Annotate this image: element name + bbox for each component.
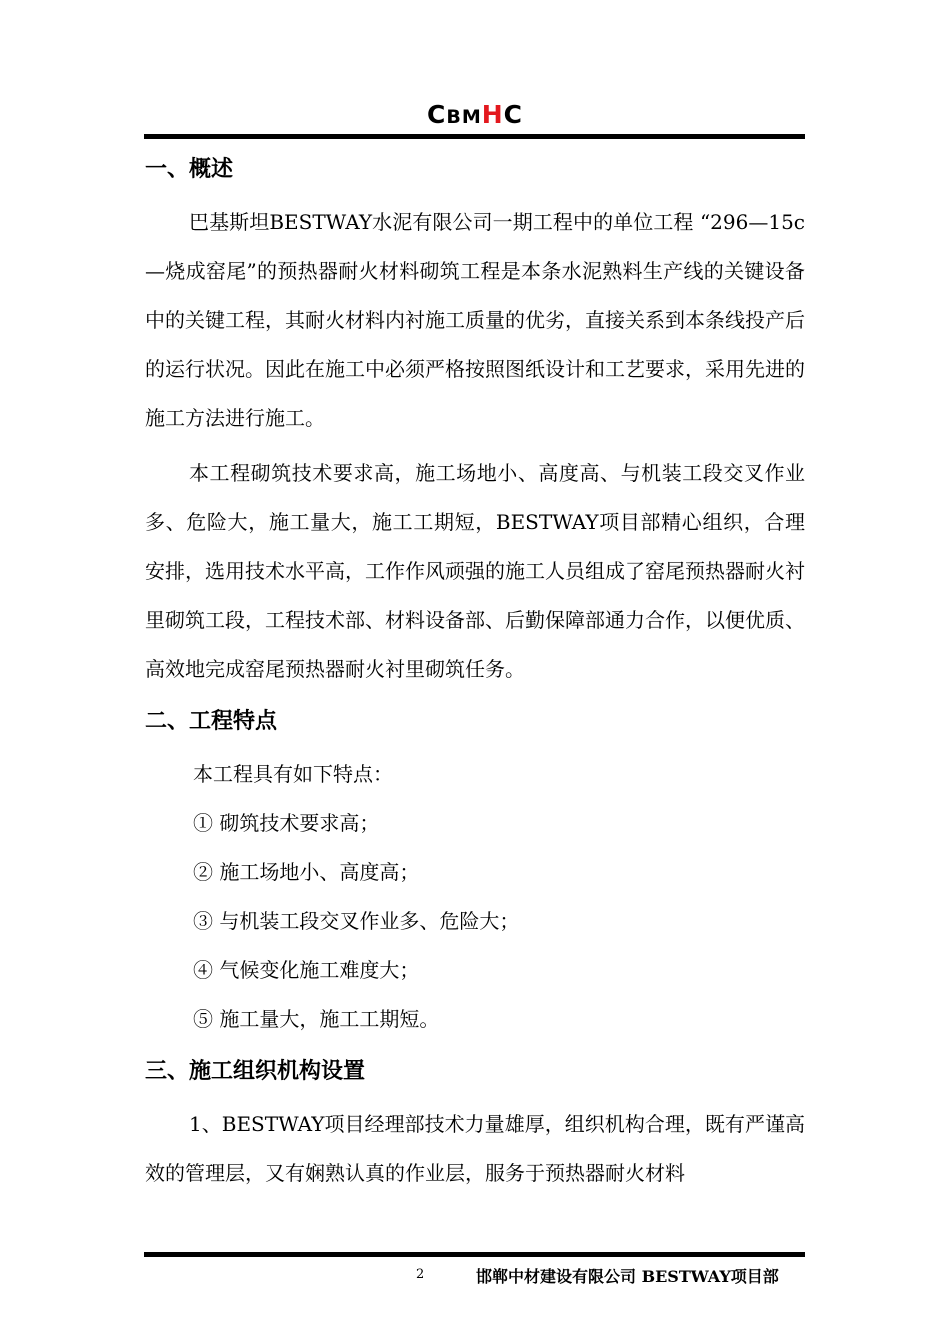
logo-letter: C: [426, 100, 447, 129]
paragraph: 1、BESTWAY项目经理部技术力量雄厚，组织机构合理，既有严谨高效的管理层，又有娴熟认真的作业层，服务于预热器耐火材料: [145, 1112, 805, 1185]
footer-rule: [144, 1252, 805, 1257]
logo-letter: H: [481, 100, 504, 129]
logo-letter: C: [503, 100, 524, 129]
header-logo: [0, 100, 950, 129]
logo-letter: M: [461, 106, 482, 128]
document-body: [145, 148, 805, 1198]
page-number: 2: [416, 1267, 425, 1282]
list-intro: 本工程具有如下特点：: [193, 762, 393, 786]
section-heading: 二、工程特点: [145, 709, 278, 734]
list-item: ④ 气候变化施工难度大；: [193, 958, 420, 982]
section-heading: 一、概述: [145, 157, 234, 182]
list-item: ⑤ 施工量大，施工工期短。: [193, 1007, 440, 1031]
section-heading: 三、施工组织机构设置: [145, 1059, 366, 1084]
paragraph: 巴基斯坦BESTWAY水泥有限公司一期工程中的单位工程 “296—15c—烧成窑尾”的预热器耐火材料砌筑工程是本条水泥熟料生产线的关键设备中的关键工程，其耐火材料内衬施工质量的优劣，直接关系到本条线投产后的运行状况。因此在施工中必须严格按照图纸设计和工艺要求，采用先进的施工方法进行施工。: [145, 210, 805, 430]
header-rule: [144, 134, 805, 139]
list-item: ① 砌筑技术要求高；: [193, 811, 380, 835]
list-item: ② 施工场地小、高度高；: [193, 860, 420, 884]
paragraph: 本工程砌筑技术要求高，施工场地小、高度高、与机装工段交叉作业多、危险大，施工量大，施工工期短，BESTWAY项目部精心组织，合理安排，选用技术水平高，工作作风顽强的施工人员组成了窑尾预热器耐火衬里砌筑工段，工程技术部、材料设备部、后勤保障部通力合作，以便优质、高效地完成窑尾预热器耐火衬里砌筑任务。: [145, 461, 805, 681]
list-item: ③ 与机装工段交叉作业多、危险大；: [193, 909, 520, 933]
logo-letter: B: [446, 106, 462, 128]
footer-organization: 邯郸中材建设有限公司 BESTWAY项目部: [476, 1267, 779, 1286]
